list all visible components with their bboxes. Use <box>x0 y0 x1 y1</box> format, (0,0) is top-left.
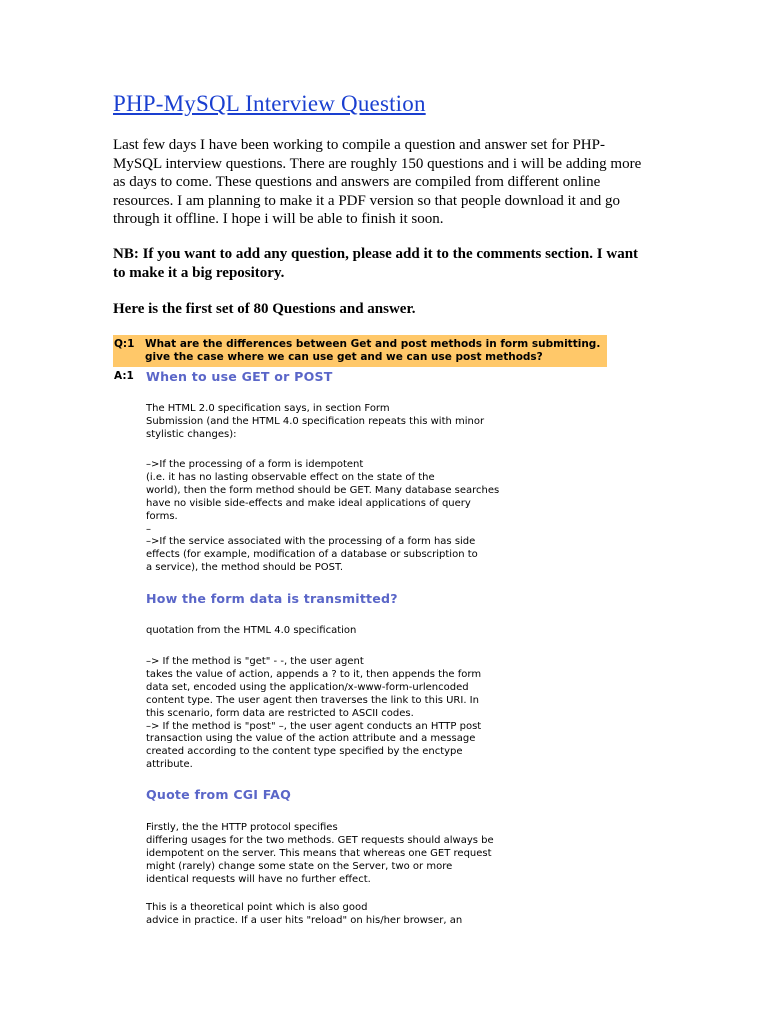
first-set-paragraph: Here is the first set of 80 Questions and answer. <box>113 301 416 317</box>
question-highlight-box <box>113 335 607 367</box>
section-heading-get-or-post: When to use GET or POST <box>146 369 333 384</box>
section-heading-cgi-faq: Quote from CGI FAQ <box>146 787 291 802</box>
nb-paragraph: NB: If you want to add any question, please add it to the comments section. I want to make it a big repository. <box>113 246 639 281</box>
answer-number: A:1 <box>114 370 134 382</box>
answer-paragraph: –>If the processing of a form is idempotent (i.e. it has no lasting observable effect on the state of the world), then the form method should be GET. Many database searches have no visible side-effects and make ideal applications of query forms. – –>If the service associated with the processing of a form has side effects (for example, modification of a database or subscription to a service), the method should be POST. <box>146 459 500 574</box>
answer-paragraph: –> If the method is "get" - -, the user agent takes the value of action, appends a ? to it, then appends the form data set, encoded using the application/x-www-form-urlencoded content type. The user agent then traverses the link to this URI. In this scenario, form data are restricted to ASCII codes. –> If the method is "post" –, the user agent conducts an HTTP post transaction using the value of the action attribute and a message created according to the content type specified by the enctype attribute. <box>146 656 482 771</box>
answer-paragraph: The HTML 2.0 specification says, in section Form Submission (and the HTML 4.0 specification repeats this with minor stylistic changes): <box>146 403 485 440</box>
section-heading-form-data: How the form data is transmitted? <box>146 591 398 606</box>
intro-paragraph: Last few days I have been working to compile a question and answer set for PHP-MySQL interview questions. There are roughly 150 questions and i will be adding more as days to come. These questions and answers are compiled from different online resources. I am planning to make it a PDF version so that people download it and go through it offline. I hope i will be able to finish it soon. <box>113 137 642 228</box>
question-text: What are the differences between Get and post methods in form submitting. give the case where we can use get and we can use post methods? <box>145 338 601 363</box>
page-title[interactable]: PHP-MySQL Interview Question <box>113 91 426 116</box>
answer-paragraph: This is a theoretical point which is also good advice in practice. If a user hits "reload" on his/her browser, an <box>146 902 463 926</box>
question-number: Q:1 <box>114 338 135 350</box>
answer-paragraph: Firstly, the the HTTP protocol specifies differing usages for the two methods. GET requests should always be idempotent on the server. This means that whereas one GET request might (rarely) change some state on the Server, two or more identical requests will have no further effect. <box>146 822 494 885</box>
answer-paragraph: quotation from the HTML 4.0 specification <box>146 625 357 636</box>
